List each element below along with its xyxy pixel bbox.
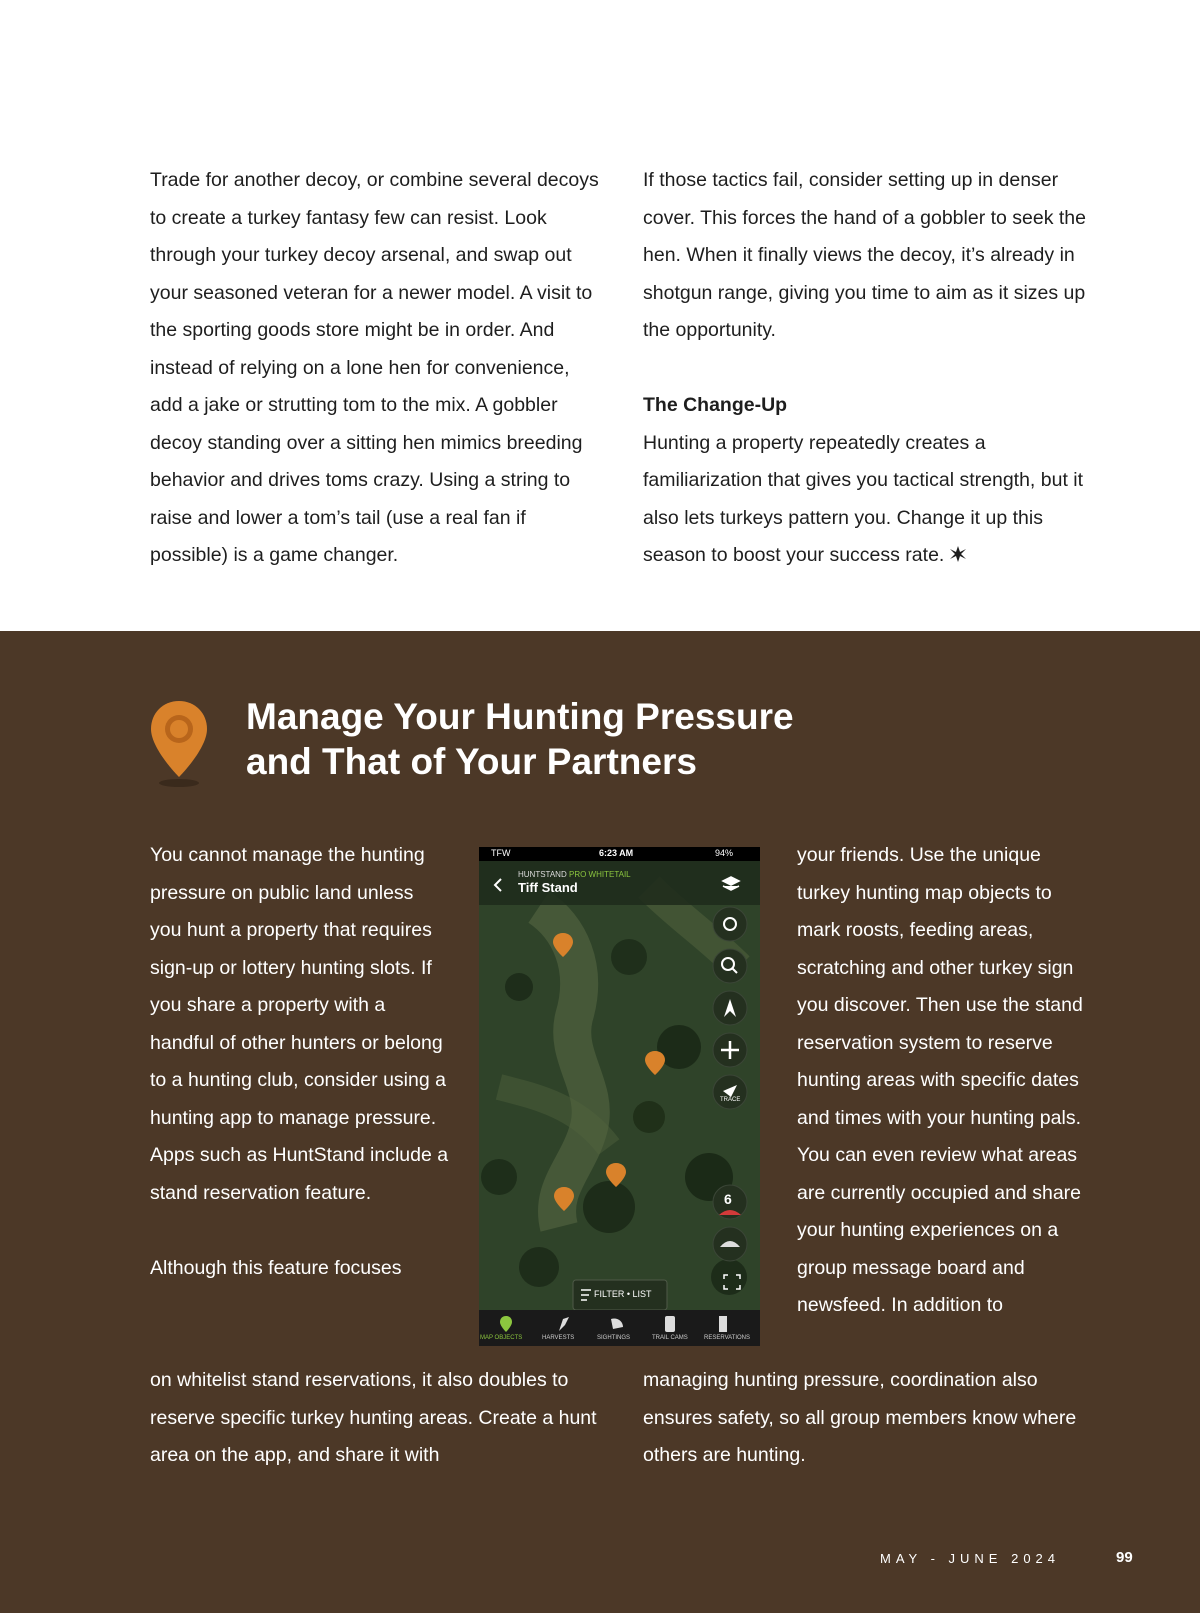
status-battery: 94% [715,848,734,858]
app-name [518,870,631,879]
feature-column-4 [643,1362,1093,1475]
tab-harvests[interactable]: HARVESTS [542,1335,575,1341]
app-tier: PRO WHITETAIL [568,870,631,879]
feature-paragraph-start: Although this feature focuses [150,1256,402,1279]
article-paragraph: Hunting a property repeatedly creates a familiarization that gives you tactical strength, but it also lets turkeys pattern you. Change it up this season to boost your success rate. [643,431,1084,566]
feature-paragraph: managing hunting pressure, coordination also ensures safety, so all group members know where others are hunting. [643,1369,1077,1466]
feature-column-1 [150,837,450,1287]
feature-headline [246,694,1046,784]
end-mark-icon [948,544,968,564]
feature-paragraph: on whitelist stand reservations, it also doubles to reserve specific turkey hunting areas. Create a hunt area on the app, and share it with [150,1369,597,1466]
status-time: 6:23 AM [599,848,634,858]
issue-date: MAY - JUNE 2024 [880,1551,1061,1566]
feature-paragraph: your friends. Use the unique turkey hunting map objects to mark roosts, feeding areas, scratching and other turkey sign you discover. Then use the stand reservation system to reserve hunting areas with specific dates and times with your hunting pals. You can even review what areas are currently occupied and share your hunting experiences on a group message board and newsfeed. In addition to [797,844,1083,1316]
article-paragraph: If those tactics fail, consider setting up in denser cover. This forces the hand of a gobbler to seek the hen. When it finally views the decoy, it’s already in shotgun range, giving you time to aim as it sizes up the opportunity. [643,169,1086,341]
tab-trail-cams[interactable]: TRAIL CAMS [652,1335,688,1341]
status-carrier: TFW [491,848,511,858]
feature-column-3 [150,1362,600,1475]
tab-sightings[interactable]: SIGHTINGS [597,1335,631,1341]
location-pin-icon [148,699,210,789]
headline-line-2: and That of Your Partners [246,741,697,782]
headline-line-1: Manage Your Hunting Pressure [246,696,794,737]
stand-name[interactable]: Tiff Stand [518,880,578,895]
filter-list-button[interactable]: FILTER • LIST [594,1289,652,1299]
app-screenshot [479,847,760,1346]
subhead-change-up: The Change-Up [643,394,788,416]
page-number: 99 [1116,1549,1133,1566]
app-name-text: HUNTSTAND [518,870,567,879]
article-paragraph: Trade for another decoy, or combine several decoys to create a turkey fantasy few can resist. Look through your turkey decoy arsenal, and swap out your seasoned veteran for a newer model. A visit to the sporting goods store might be in order. And instead of relying on a lone hen for convenience, add a jake or strutting tom to the mix. A gobbler decoy standing over a sitting hen mimics breeding behavior and drives toms crazy. Using a string to raise and lower a tom’s tail (use a real fan if possible) is a game changer. [150,169,599,566]
map-background [479,847,760,1346]
article-paragraph-end [643,425,1093,575]
count-badge: 6 [724,1191,732,1207]
article-right-column [643,162,1093,575]
article-left-column [150,162,600,575]
feature-paragraph: You cannot manage the hunting pressure on public land unless you hunt a property that requires sign-up or lottery hunting slots. If you share a property with a handful of other hunters or belong to a hunting club, consider using a hunting app to manage pressure. Apps such as HuntStand include a stand reservation feature. [150,844,449,1204]
tab-reservations[interactable]: RESERVATIONS [704,1335,751,1341]
trace-label[interactable]: TRACE [720,1097,741,1103]
feature-column-2 [797,837,1097,1325]
tab-map-objects[interactable]: MAP OBJECTS [480,1335,523,1341]
